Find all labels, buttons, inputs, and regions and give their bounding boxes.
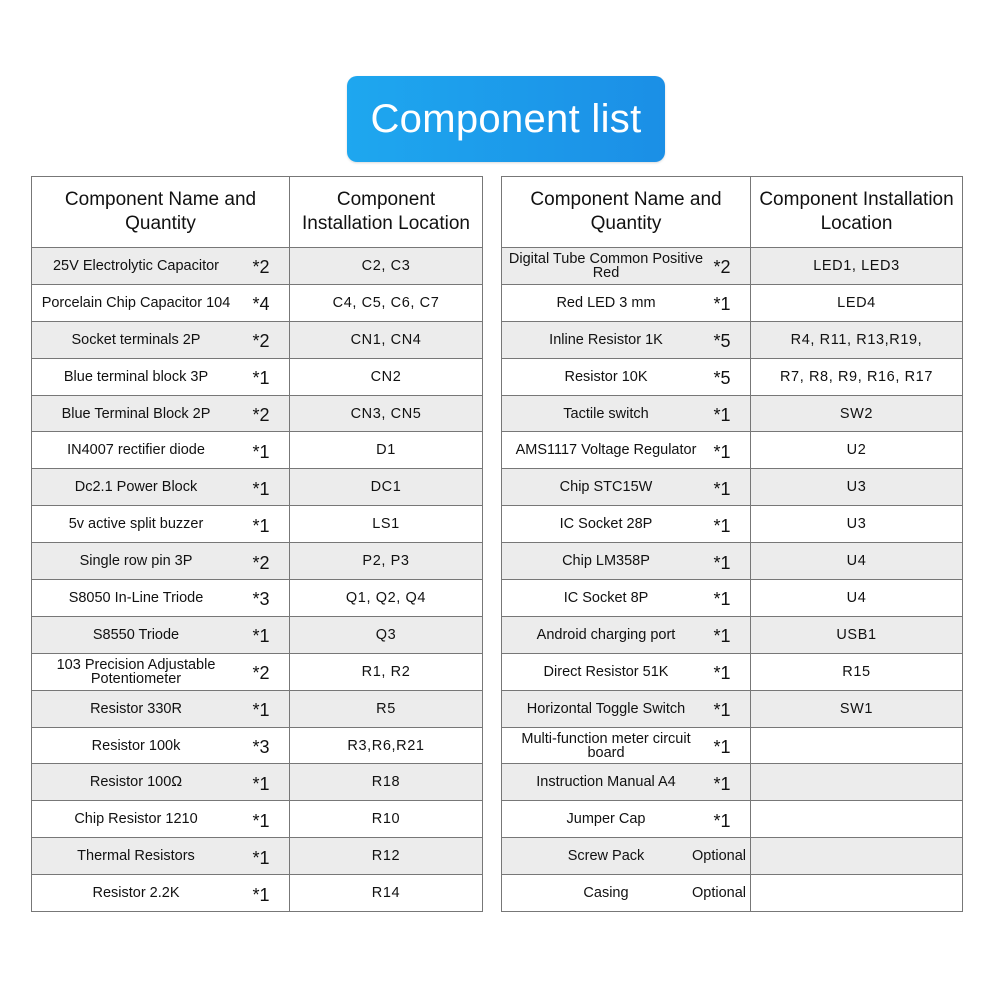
table-body — [502, 248, 963, 912]
installation-location: P2, P3 — [290, 543, 483, 580]
component-quantity: *1 — [252, 478, 270, 499]
component-cell — [32, 506, 290, 543]
component-cell — [32, 395, 290, 432]
component-name: Dc2.1 Power Block — [74, 479, 198, 496]
component-cell — [32, 653, 290, 690]
component-name: Porcelain Chip Capacitor 104 — [41, 294, 231, 311]
component-name: Single row pin 3P — [79, 553, 193, 570]
installation-location: U3 — [751, 506, 963, 543]
component-name: Multi-function meter circuit board — [521, 730, 691, 761]
component-name: IN4007 rectifier diode — [67, 442, 205, 459]
component-cell — [32, 690, 290, 727]
component-cell — [502, 764, 751, 801]
component-quantity: *1 — [713, 663, 731, 684]
component-cell — [32, 580, 290, 617]
installation-location: SW2 — [751, 395, 963, 432]
component-name: Resistor 2.2K — [92, 885, 180, 902]
installation-location: R18 — [290, 764, 483, 801]
component-name: Resistor 10K — [564, 368, 648, 385]
installation-location: LED1, LED3 — [751, 248, 963, 285]
component-name: Chip LM358P — [562, 553, 650, 570]
table-row — [32, 543, 483, 580]
table-row — [32, 616, 483, 653]
component-quantity: *1 — [713, 700, 731, 721]
table-row — [502, 543, 963, 580]
component-name: Socket terminals 2P — [71, 331, 201, 348]
component-quantity: *1 — [713, 737, 731, 758]
table-row — [32, 690, 483, 727]
installation-location: LS1 — [290, 506, 483, 543]
table-row — [502, 432, 963, 469]
component-name: Resistor 330R — [90, 700, 182, 717]
component-cell — [32, 358, 290, 395]
table-row — [32, 469, 483, 506]
component-name: Direct Resistor 51K — [543, 663, 669, 680]
component-cell — [32, 838, 290, 875]
component-name: Resistor 100Ω — [89, 774, 183, 791]
component-quantity: *2 — [252, 257, 270, 278]
component-quantity: *4 — [252, 294, 270, 315]
component-cell — [502, 248, 751, 285]
component-name: Blue terminal block 3P — [63, 368, 209, 385]
table-row — [502, 358, 963, 395]
component-cell — [32, 543, 290, 580]
component-name: Chip STC15W — [559, 479, 653, 496]
component-cell — [502, 543, 751, 580]
installation-location: CN1, CN4 — [290, 321, 483, 358]
table-header-row — [32, 177, 483, 248]
table-row — [502, 506, 963, 543]
component-quantity: *2 — [252, 552, 270, 573]
component-name: Jumper Cap — [566, 811, 646, 828]
component-cell — [32, 616, 290, 653]
component-cell — [502, 580, 751, 617]
table-header-row — [502, 177, 963, 248]
installation-location: CN3, CN5 — [290, 395, 483, 432]
installation-location: R7, R8, R9, R16, R17 — [751, 358, 963, 395]
component-cell — [32, 432, 290, 469]
component-quantity: *1 — [713, 478, 731, 499]
component-name: S8050 In-Line Triode — [68, 589, 204, 606]
table-row — [502, 248, 963, 285]
installation-location: R3,R6,R21 — [290, 727, 483, 764]
table-row — [502, 469, 963, 506]
component-cell — [502, 875, 751, 912]
table-row — [32, 764, 483, 801]
table-row — [32, 432, 483, 469]
installation-location: Q1, Q2, Q4 — [290, 580, 483, 617]
component-name: IC Socket 28P — [559, 516, 653, 533]
component-quantity: *1 — [713, 773, 731, 794]
component-quantity: *1 — [713, 441, 731, 462]
component-quantity: *1 — [252, 847, 270, 868]
installation-location: SW1 — [751, 690, 963, 727]
component-name: Inline Resistor 1K — [549, 331, 663, 348]
component-name: Android charging port — [536, 626, 676, 643]
component-table-right — [501, 176, 963, 912]
installation-location: LED4 — [751, 284, 963, 321]
component-quantity: *1 — [252, 773, 270, 794]
component-cell — [502, 321, 751, 358]
component-name: 5v active split buzzer — [68, 516, 204, 533]
installation-location: U4 — [751, 580, 963, 617]
header-name-quantity: Component Name and Quantity — [32, 177, 290, 248]
component-cell — [502, 395, 751, 432]
component-cell — [32, 801, 290, 838]
header-name-quantity: Component Name and Quantity — [502, 177, 751, 248]
table-row — [32, 321, 483, 358]
table-row — [502, 284, 963, 321]
component-quantity: *1 — [252, 700, 270, 721]
table-row — [32, 727, 483, 764]
component-name: Instruction Manual A4 — [536, 774, 676, 791]
component-name: Screw Pack — [567, 848, 645, 865]
table-row — [502, 875, 963, 912]
component-cell — [32, 284, 290, 321]
component-name: Red LED 3 mm — [556, 294, 656, 311]
component-quantity: Optional — [691, 885, 746, 902]
installation-location: Q3 — [290, 616, 483, 653]
header-installation-location: Component Installation Location — [751, 177, 963, 248]
installation-location: D1 — [290, 432, 483, 469]
table-row — [502, 764, 963, 801]
installation-location: R1, R2 — [290, 653, 483, 690]
component-name: Digital Tube Common Positive Red — [508, 250, 704, 281]
component-quantity: *1 — [713, 626, 731, 647]
component-cell — [502, 469, 751, 506]
table-row — [502, 395, 963, 432]
component-quantity: *2 — [252, 405, 270, 425]
component-cell — [502, 284, 751, 321]
component-name: S8550 Triode — [92, 626, 180, 643]
component-quantity: *5 — [713, 331, 731, 352]
component-name: IC Socket 8P — [563, 589, 649, 606]
table-body — [32, 248, 483, 912]
table-row — [32, 653, 483, 690]
component-quantity: *1 — [252, 368, 270, 389]
installation-location: R4, R11, R13,R19, — [751, 321, 963, 358]
component-cell — [502, 653, 751, 690]
table-row — [502, 838, 963, 875]
table-row — [32, 838, 483, 875]
component-name: Horizontal Toggle Switch — [526, 700, 686, 717]
component-cell — [32, 248, 290, 285]
table-row — [32, 580, 483, 617]
table-row — [32, 358, 483, 395]
component-name: AMS1117 Voltage Regulator — [515, 442, 697, 459]
component-name: Chip Resistor 1210 — [74, 811, 198, 828]
component-quantity: Optional — [691, 848, 746, 865]
component-table-left — [31, 176, 483, 912]
component-quantity: *2 — [252, 663, 270, 684]
component-cell — [32, 469, 290, 506]
component-quantity: *1 — [252, 884, 270, 905]
component-name: Casing — [583, 885, 629, 902]
installation-location: DC1 — [290, 469, 483, 506]
table-row — [502, 690, 963, 727]
installation-location: R5 — [290, 690, 483, 727]
component-cell — [502, 616, 751, 653]
component-cell — [502, 690, 751, 727]
table-row — [502, 653, 963, 690]
title-banner — [347, 76, 665, 162]
installation-location — [751, 764, 963, 801]
table-row — [502, 801, 963, 838]
installation-location: U2 — [751, 432, 963, 469]
table-row — [32, 248, 483, 285]
installation-location: USB1 — [751, 616, 963, 653]
component-cell — [502, 432, 751, 469]
component-name: Tactile switch — [563, 405, 649, 422]
installation-location — [751, 801, 963, 838]
component-name: Thermal Resistors — [77, 848, 195, 865]
component-quantity: *1 — [713, 589, 731, 610]
component-cell — [502, 727, 751, 764]
component-quantity: *3 — [252, 589, 270, 610]
table-row — [502, 616, 963, 653]
component-name: 25V Electrolytic Capacitor — [52, 257, 219, 274]
component-quantity: *3 — [252, 737, 270, 758]
installation-location: U3 — [751, 469, 963, 506]
component-quantity: *1 — [252, 441, 270, 462]
installation-location — [751, 875, 963, 912]
component-quantity: *1 — [713, 405, 731, 425]
component-name: 103 Precision Adjustable Potentiometer — [56, 656, 216, 687]
component-cell — [32, 727, 290, 764]
component-cell — [502, 838, 751, 875]
table-row — [32, 284, 483, 321]
component-cell — [502, 358, 751, 395]
component-quantity: *2 — [713, 257, 731, 278]
installation-location: CN2 — [290, 358, 483, 395]
installation-location: U4 — [751, 543, 963, 580]
component-cell — [32, 764, 290, 801]
component-name: Blue Terminal Block 2P — [61, 405, 211, 422]
component-cell — [502, 801, 751, 838]
installation-location: R10 — [290, 801, 483, 838]
installation-location — [751, 727, 963, 764]
table-row — [32, 875, 483, 912]
table-row — [502, 321, 963, 358]
component-quantity: *1 — [252, 810, 270, 831]
component-cell — [502, 506, 751, 543]
component-quantity: *1 — [713, 552, 731, 573]
installation-location: C2, C3 — [290, 248, 483, 285]
component-quantity: *1 — [252, 626, 270, 647]
component-quantity: *1 — [713, 515, 731, 536]
component-name: Resistor 100k — [91, 737, 181, 754]
table-row — [502, 727, 963, 764]
component-quantity: *5 — [713, 368, 731, 389]
component-quantity: *2 — [252, 331, 270, 352]
table-row — [32, 506, 483, 543]
component-cell — [32, 875, 290, 912]
table-row — [502, 580, 963, 617]
component-quantity: *1 — [713, 810, 731, 831]
header-installation-location: Component Installation Location — [290, 177, 483, 248]
component-quantity: *1 — [252, 515, 270, 536]
table-row — [32, 395, 483, 432]
installation-location: C4, C5, C6, C7 — [290, 284, 483, 321]
installation-location — [751, 838, 963, 875]
page-title: Component list — [370, 96, 642, 141]
table-row — [32, 801, 483, 838]
component-quantity: *1 — [713, 294, 731, 315]
installation-location: R15 — [751, 653, 963, 690]
installation-location: R12 — [290, 838, 483, 875]
component-cell — [32, 321, 290, 358]
installation-location: R14 — [290, 875, 483, 912]
